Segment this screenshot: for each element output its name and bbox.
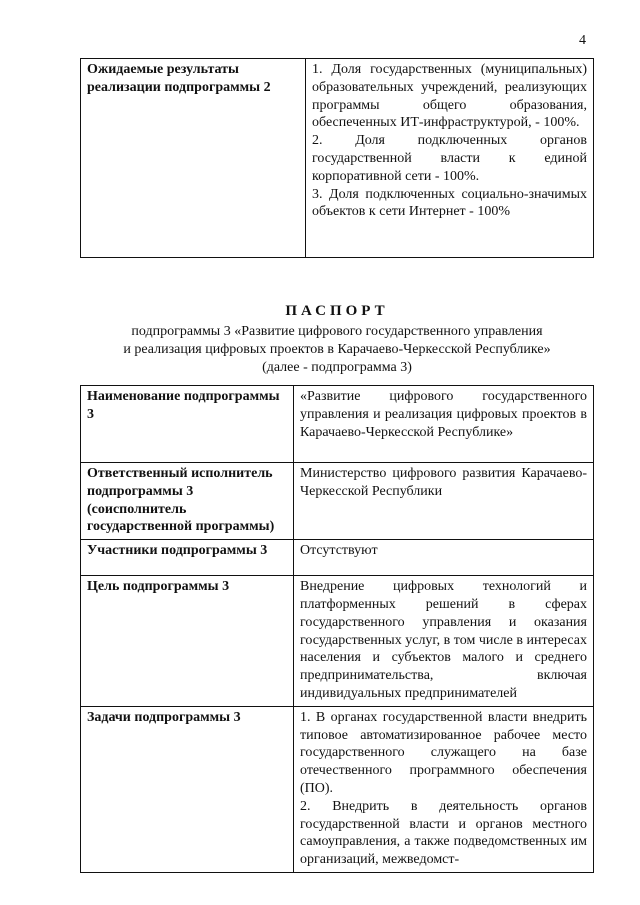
value-paragraph: 1. Доля государственных (муниципальных) образовательных учреждений, реализующих программы общего образования, обеспеченных ИТ-инфраструктурой, - 100%. [312,62,587,131]
row-label: Участники подпрограммы 3 [81,540,294,576]
passport-subtitle-line2: и реализация цифровых проектов в Карачаево-Черкесской Республике» [123,342,551,357]
value-paragraph: Внедрение цифровых технологий и платформенных решений в сферах государственного управления и оказания государственных услуг, в том числе в интересах населения и субъектов малого и среднего предпринимательства, включая индивидуальных предпринимателей [300,579,587,701]
row-label: Задачи подпрограммы 3 [81,706,294,872]
table-row [81,540,594,576]
passport-subtitle-line3: (далее - подпрограмма 3) [262,360,412,375]
table-row [81,386,594,463]
row-label: Наименование подпрограммы 3 [81,386,294,463]
table-row [81,463,594,540]
row-value [294,463,594,540]
row-value [306,59,594,258]
row-value [294,576,594,707]
table-row [81,59,594,258]
value-paragraph: 2. Внедрить в деятельность органов государственной власти и органов местного самоуправления, а также подведомственных им организаций, межведомст- [300,798,587,868]
value-paragraph: Отсутствуют [300,543,378,559]
table-row [81,576,594,707]
value-paragraph: 1. В органах государственной власти внедрить типовое автоматизированное рабочее место государственного служащего на базе отечественного программного обеспечения (ПО). [300,709,587,796]
value-paragraph: Министерство цифрового развития Карачаево-Черкесской Республики [300,466,587,499]
results-table [80,58,594,258]
value-paragraph: 2. Доля подключенных органов государственной власти к единой корпоративной сети - 100%. [312,133,587,184]
row-label: Ожидаемые результаты реализации подпрограммы 2 [81,59,306,258]
passport-table [80,385,594,873]
passport-subtitle-line1: подпрограммы 3 «Развитие цифрового государственного управления [131,324,543,339]
row-label: Ответственный исполнитель подпрограммы 3 (соисполнитель государственной программы) [81,463,294,540]
row-label: Цель подпрограммы 3 [81,576,294,707]
row-value [294,386,594,463]
table-row [81,706,594,872]
value-paragraph: «Развитие цифрового государственного управления и реализация цифровых проектов в Карачаево-Черкесской Республике» [300,389,587,440]
row-value [294,540,594,576]
page-number: 4 [579,33,586,48]
passport-title: ПАСПОРТ [285,303,389,319]
row-value [294,706,594,872]
value-paragraph: 3. Доля подключенных социально-значимых объектов к сети Интернет - 100% [312,186,587,220]
